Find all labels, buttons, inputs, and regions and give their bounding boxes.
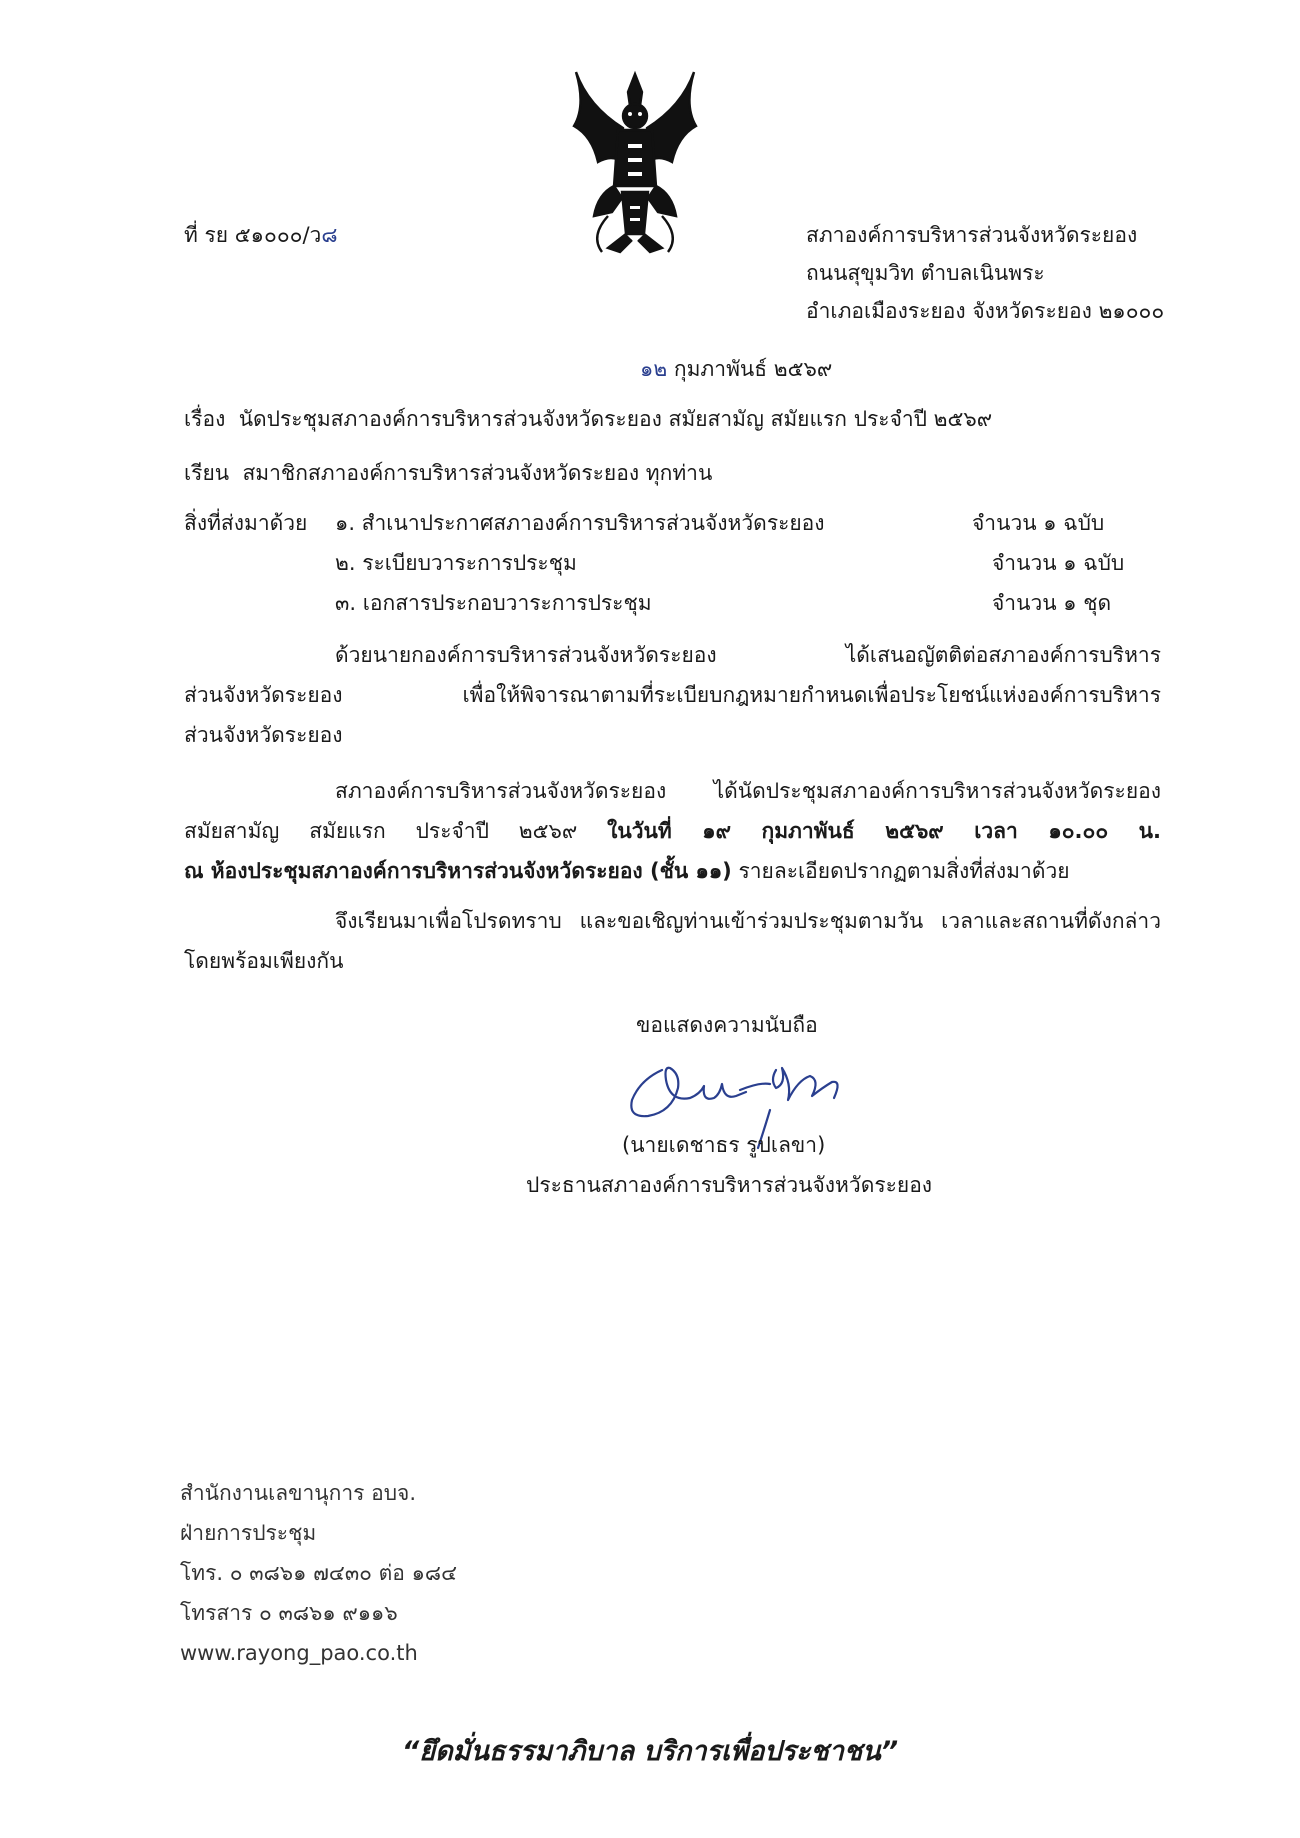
sender-address-line-1: สภาองค์การบริหารส่วนจังหวัดระยอง — [806, 223, 1138, 247]
enclosure-qty-2: จำนวน ๑ ฉบับ — [992, 551, 1125, 575]
paragraph-3-line-1: จึงเรียนมาเพื่อโปรดทราบ และขอเชิญท่านเข้าร่วมประชุมตามวัน เวลาและสถานที่ดังกล่าว — [335, 909, 1161, 933]
paragraph-2-details: รายละเอียดปรากฏตามสิ่งที่ส่งมาด้วย — [731, 859, 1070, 883]
paragraph-2-line-1: สภาองค์การบริหารส่วนจังหวัดระยอง ได้นัดประชุมสภาองค์การบริหารส่วนจังหวัดระยอง — [335, 779, 1161, 803]
meeting-datetime: ในวันที่ ๑๙ กุมภาพันธ์ ๒๕๖๙ เวลา ๑๐.๐๐ น. — [607, 819, 1161, 843]
garuda-emblem-icon — [568, 66, 702, 256]
sender-address-line-2: ถนนสุขุมวิท ตำบลเนินพระ — [806, 261, 1045, 285]
enclosure-item-1: ๑. สำเนาประกาศสภาองค์การบริหารส่วนจังหวัดระยอง — [335, 511, 825, 535]
enclosure-label: สิ่งที่ส่งมาด้วย — [184, 511, 308, 535]
date-day-handwritten: ๑๒ — [640, 357, 668, 381]
subject-text: นัดประชุมสภาองค์การบริหารส่วนจังหวัดระยอง สมัยสามัญ สมัยแรก ประจำปี ๒๕๖๙ — [238, 407, 993, 431]
closing-phrase: ขอแสดงความนับถือ — [636, 1013, 818, 1037]
to-text: สมาชิกสภาองค์การบริหารส่วนจังหวัดระยอง ทุกท่าน — [242, 461, 713, 485]
date-month-year: กุมภาพันธ์ ๒๕๖๙ — [673, 357, 833, 381]
meeting-location: ณ ห้องประชุมสภาองค์การบริหารส่วนจังหวัดระยอง (ชั้น ๑๑) — [184, 859, 732, 883]
paragraph-1-line-2: ส่วนจังหวัดระยอง เพื่อให้พิจารณาตามที่ระเบียบกฎหมายกำหนดเพื่อประโยชน์แห่งองค์การบริหาร — [184, 683, 1161, 707]
enclosure-item-2: ๒. ระเบียบวาระการประชุม — [335, 551, 577, 575]
signer-name: (นายเดชาธร รูปเลขา) — [622, 1133, 826, 1157]
motto: “ยึดมั่นธรรมาภิบาล บริการเพื่อประชาชน” — [401, 1736, 899, 1767]
paragraph-1-line-1: ด้วยนายกองค์การบริหารส่วนจังหวัดระยอง ได้เสนอญัตติต่อสภาองค์การบริหาร — [335, 643, 1161, 667]
signer-title: ประธานสภาองค์การบริหารส่วนจังหวัดระยอง — [526, 1173, 933, 1197]
paragraph-2-session: สมัยสามัญ สมัยแรก ประจำปี ๒๕๖๙ — [184, 819, 608, 843]
subject-label: เรื่อง — [184, 407, 226, 431]
paragraph-2-line-2 — [184, 816, 1161, 846]
paragraph-1-line-3: ส่วนจังหวัดระยอง — [184, 723, 343, 747]
reference-handwritten: ๘ — [321, 223, 338, 247]
sender-address-line-3: อำเภอเมืองระยอง จังหวัดระยอง ๒๑๐๐๐ — [806, 299, 1165, 323]
reference-number — [184, 220, 338, 250]
subject-line — [184, 404, 992, 434]
to-label: เรียน — [184, 461, 230, 485]
letter-date — [640, 354, 832, 384]
office-name: สำนักงานเลขานุการ อบจ. — [180, 1481, 417, 1505]
paragraph-2-line-3 — [184, 856, 1070, 886]
enclosure-qty-1: จำนวน ๑ ฉบับ — [972, 511, 1105, 535]
office-department: ฝ่ายการประชุม — [180, 1521, 317, 1545]
salutation-line — [184, 458, 712, 488]
paragraph-3-line-2: โดยพร้อมเพียงกัน — [184, 949, 344, 973]
enclosure-qty-3: จำนวน ๑ ชุด — [992, 591, 1112, 615]
office-fax: โทรสาร ๐ ๓๘๖๑ ๙๑๑๖ — [180, 1601, 398, 1625]
office-website[interactable]: www.rayong_pao.co.th — [180, 1641, 418, 1665]
enclosure-item-3: ๓. เอกสารประกอบวาระการประชุม — [335, 591, 652, 615]
reference-prefix: ที่ รย ๕๑๐๐๐/ว — [184, 223, 322, 247]
office-phone: โทร. ๐ ๓๘๖๑ ๗๔๓๐ ต่อ ๑๘๔ — [180, 1561, 458, 1585]
